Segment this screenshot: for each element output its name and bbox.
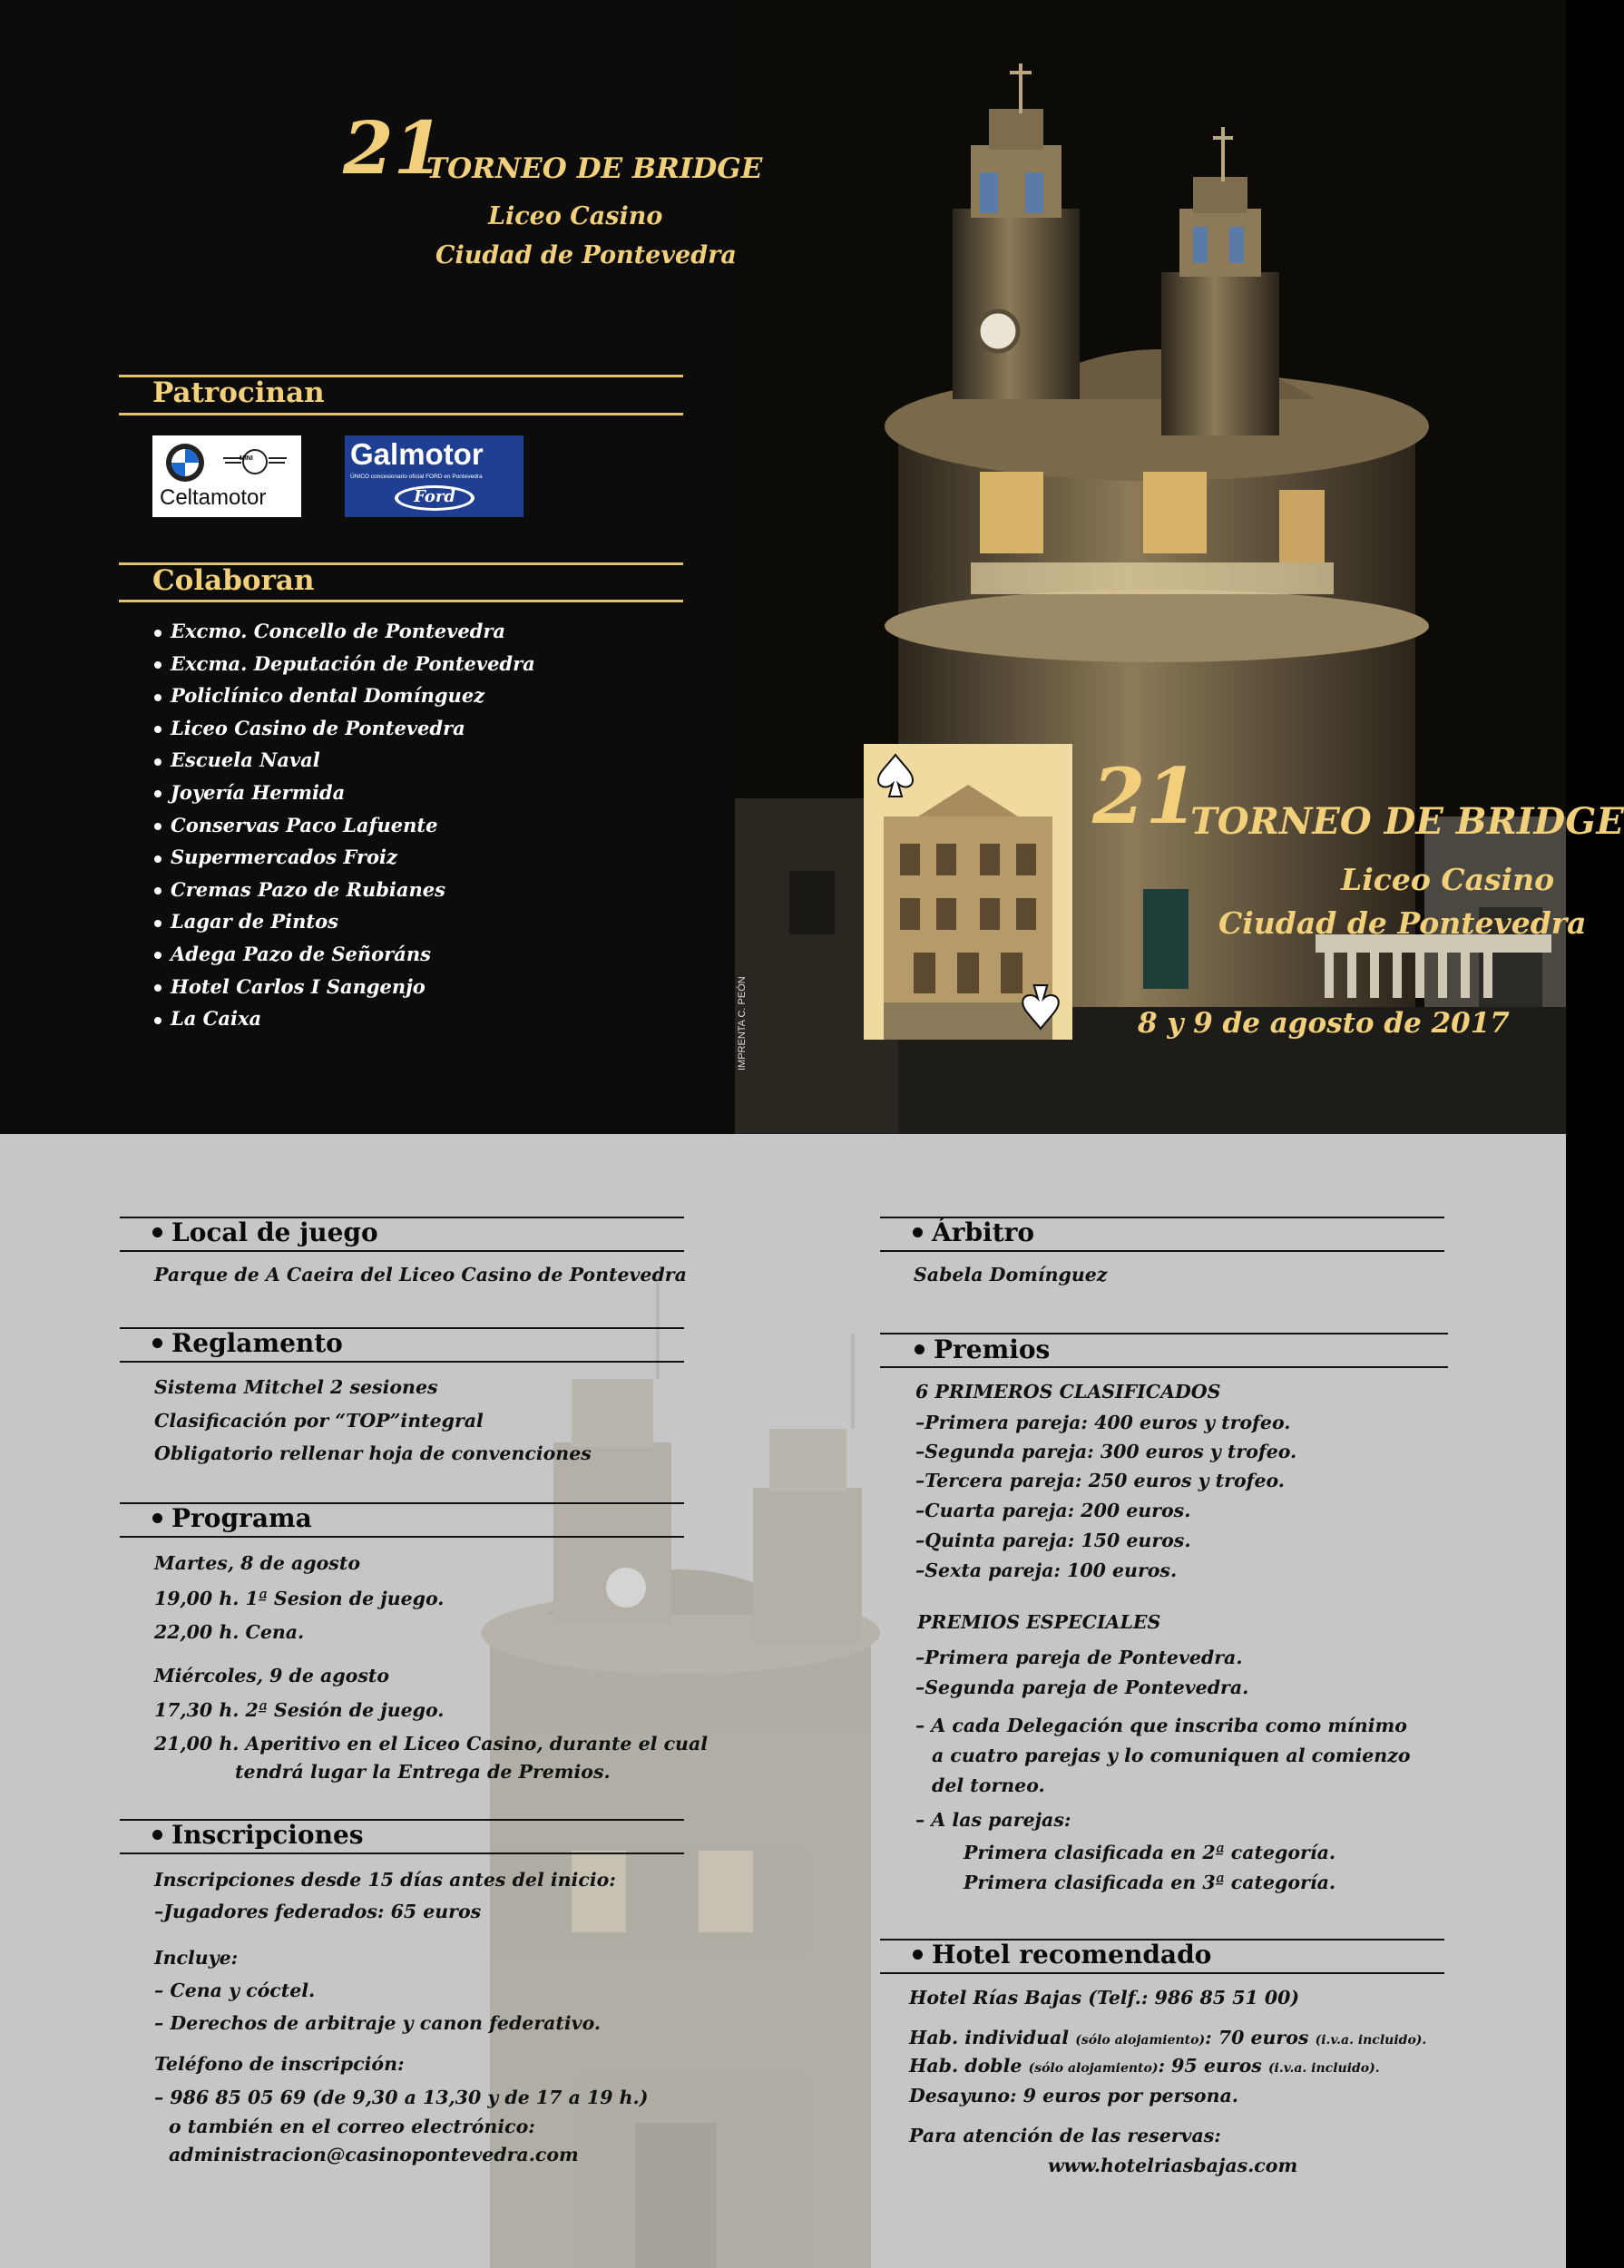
printer-credit: IMPRENTA C. PEÓN: [737, 976, 748, 1070]
list-item: Lagar de Pintos: [154, 905, 535, 938]
ford-oval-icon: [395, 485, 474, 511]
arbitro-heading: Árbitro: [913, 1217, 1034, 1247]
special-item: – A cada Delegación que inscriba como mínimo: [915, 1715, 1407, 1736]
premios-subheading: 6 PRIMEROS CLASIFICADOS: [915, 1381, 1221, 1403]
programa-heading: Programa: [152, 1503, 312, 1533]
reglamento-line: Sistema Mitchel 2 sesiones: [154, 1376, 438, 1398]
reglamento-line: Obligatorio rellenar hoja de convenciones: [154, 1442, 592, 1464]
bmw-icon: [165, 443, 205, 483]
prize-item: –Quinta pareja: 150 euros.: [915, 1530, 1191, 1551]
programa-item: 22,00 h. Cena.: [154, 1621, 305, 1643]
cover-subtitle-line2: Ciudad de Pontevedra: [1218, 905, 1587, 941]
cover-dates: 8 y 9 de agosto de 2017: [1138, 1007, 1510, 1040]
list-item: Adega Pazo de Señoráns: [154, 938, 535, 971]
ford-text: Ford: [414, 487, 455, 506]
divider: [120, 1250, 684, 1252]
divider: [880, 1250, 1444, 1252]
divider: [120, 1853, 684, 1854]
hotel-breakfast: Desayuno: 9 euros por persona.: [909, 2085, 1238, 2107]
telefono-line: o también en el correo electrónico:: [169, 2116, 535, 2137]
cover-subtitle-line1: Liceo Casino: [1341, 862, 1555, 897]
collaborators-heading: Colaboran: [152, 564, 315, 597]
incluye-label: Incluye:: [154, 1947, 239, 1969]
list-item: Policlínico dental Domínguez: [154, 679, 535, 712]
subtitle-line2: Ciudad de Pontevedra: [435, 241, 737, 269]
premios-subheading: PREMIOS ESPECIALES: [917, 1611, 1161, 1633]
mini-text: MINI: [240, 455, 253, 462]
hotel-reservas-label: Para atención de las reservas:: [909, 2125, 1221, 2146]
email-link[interactable]: administracion@casinopontevedra.com: [169, 2144, 579, 2165]
sponsors-heading: Patrocinan: [152, 376, 325, 409]
inscripciones-line: Inscripciones desde 15 días antes del inicio:: [154, 1869, 616, 1891]
list-item: Hotel Carlos I Sangenjo: [154, 971, 535, 1003]
cover-title-block: [1089, 751, 1624, 1052]
list-item: Excma. Deputación de Pontevedra: [154, 648, 535, 680]
playing-card: [864, 744, 1072, 1040]
reglamento-heading: Reglamento: [152, 1328, 343, 1358]
galmotor-name: Galmotor: [350, 437, 484, 471]
programa-item: 17,30 h. 2ª Sesión de juego.: [154, 1699, 445, 1721]
list-item: Escuela Naval: [154, 744, 535, 777]
celtamotor-logo: [152, 435, 301, 517]
prize-item: –Primera pareja: 400 euros y trofeo.: [915, 1412, 1291, 1433]
subtitle-line1: Liceo Casino: [488, 202, 663, 230]
special-item: –Segunda pareja de Pontevedra.: [915, 1677, 1249, 1698]
celtamotor-name: Celtamotor: [160, 485, 267, 510]
prize-item: –Tercera pareja: 250 euros y trofeo.: [915, 1470, 1285, 1491]
title-block: [343, 105, 763, 279]
list-item: Liceo Casino de Pontevedra: [154, 712, 535, 745]
special-item: del torneo.: [932, 1774, 1045, 1796]
programa-item: 19,00 h. 1ª Sesion de juego.: [154, 1588, 445, 1609]
spade-icon: [1018, 983, 1063, 1031]
premios-heading: Premios: [915, 1334, 1050, 1364]
special-item: Primera clasificada en 3ª categoría.: [964, 1872, 1336, 1893]
programa-item: tendrá lugar la Entrega de Premios.: [235, 1761, 611, 1783]
cover-title-text: TORNEO DE BRIDGE: [1190, 800, 1624, 843]
special-item: –Primera pareja de Pontevedra.: [915, 1647, 1243, 1668]
divider: [120, 1536, 684, 1538]
arbitro-text: Sabela Domínguez: [914, 1264, 1108, 1286]
cover-title-number: 21: [1092, 751, 1198, 841]
mini-icon: [223, 449, 287, 476]
hotel-double-rate: Hab. doble (sólo alojamiento): 95 euros (i.v.a. incluido).: [909, 2055, 1380, 2077]
galmotor-logo: [345, 435, 523, 517]
local-heading: Local de juego: [152, 1217, 378, 1247]
prize-item: –Segunda pareja: 300 euros y trofeo.: [915, 1441, 1297, 1462]
hotel-heading: Hotel recomendado: [913, 1940, 1211, 1970]
hotel-name: Hotel Rías Bajas (Telf.: 986 85 51 00): [909, 1987, 1300, 2009]
special-item: – A las parejas:: [915, 1809, 1071, 1831]
inscripciones-line: –Jugadores federados: 65 euros: [154, 1901, 482, 1922]
list-item: Joyería Hermida: [154, 777, 535, 809]
title-number: 21: [343, 105, 445, 191]
list-item: La Caixa: [154, 1002, 535, 1035]
special-item: Primera clasificada en 2ª categoría.: [964, 1842, 1336, 1863]
divider: [880, 1972, 1444, 1974]
list-item: Cremas Pazo de Rubianes: [154, 874, 535, 906]
divider: [880, 1366, 1448, 1368]
special-item: a cuatro parejas y lo comuniquen al comienzo: [932, 1745, 1411, 1766]
divider: [120, 1361, 684, 1363]
list-item: Conservas Paco Lafuente: [154, 809, 535, 842]
prize-item: –Cuarta pareja: 200 euros.: [915, 1500, 1191, 1521]
list-item: Supermercados Froiz: [154, 841, 535, 874]
spade-icon: [876, 753, 915, 798]
telefono-label: Teléfono de inscripción:: [154, 2053, 405, 2075]
incluye-item: – Cena y cóctel.: [154, 1980, 316, 2001]
programa-day2: Miércoles, 9 de agosto: [154, 1665, 390, 1686]
hotel-single-rate: Hab. individual (sólo alojamiento): 70 euros (i.v.a. incluido).: [909, 2027, 1427, 2048]
local-text: Parque de A Caeira del Liceo Casino de Pontevedra: [154, 1264, 687, 1286]
prize-item: –Sexta pareja: 100 euros.: [915, 1559, 1178, 1581]
info-panel: [0, 1134, 1566, 2268]
programa-item: 21,00 h. Aperitivo en el Liceo Casino, durante el cual: [154, 1733, 709, 1755]
inscripciones-heading: Inscripciones: [152, 1820, 364, 1850]
title-text: TORNEO DE BRIDGE: [426, 152, 763, 185]
incluye-item: – Derechos de arbitraje y canon federativo.: [154, 2012, 602, 2034]
divider: [119, 413, 683, 415]
programa-day1: Martes, 8 de agosto: [154, 1552, 360, 1574]
collaborators-list: [154, 615, 535, 1035]
hotel-website-link[interactable]: www.hotelriasbajas.com: [1048, 2155, 1298, 2176]
divider: [119, 600, 683, 602]
telefono-line: – 986 85 05 69 (de 9,30 a 13,30 y de 17 a 19 h.): [154, 2087, 649, 2108]
reglamento-line: Clasificación por “TOP”integral: [154, 1410, 484, 1432]
galmotor-tagline: ÚNICO concesionario oficial FORD en Pontevedra: [350, 474, 483, 480]
list-item: Excmo. Concello de Pontevedra: [154, 615, 535, 648]
